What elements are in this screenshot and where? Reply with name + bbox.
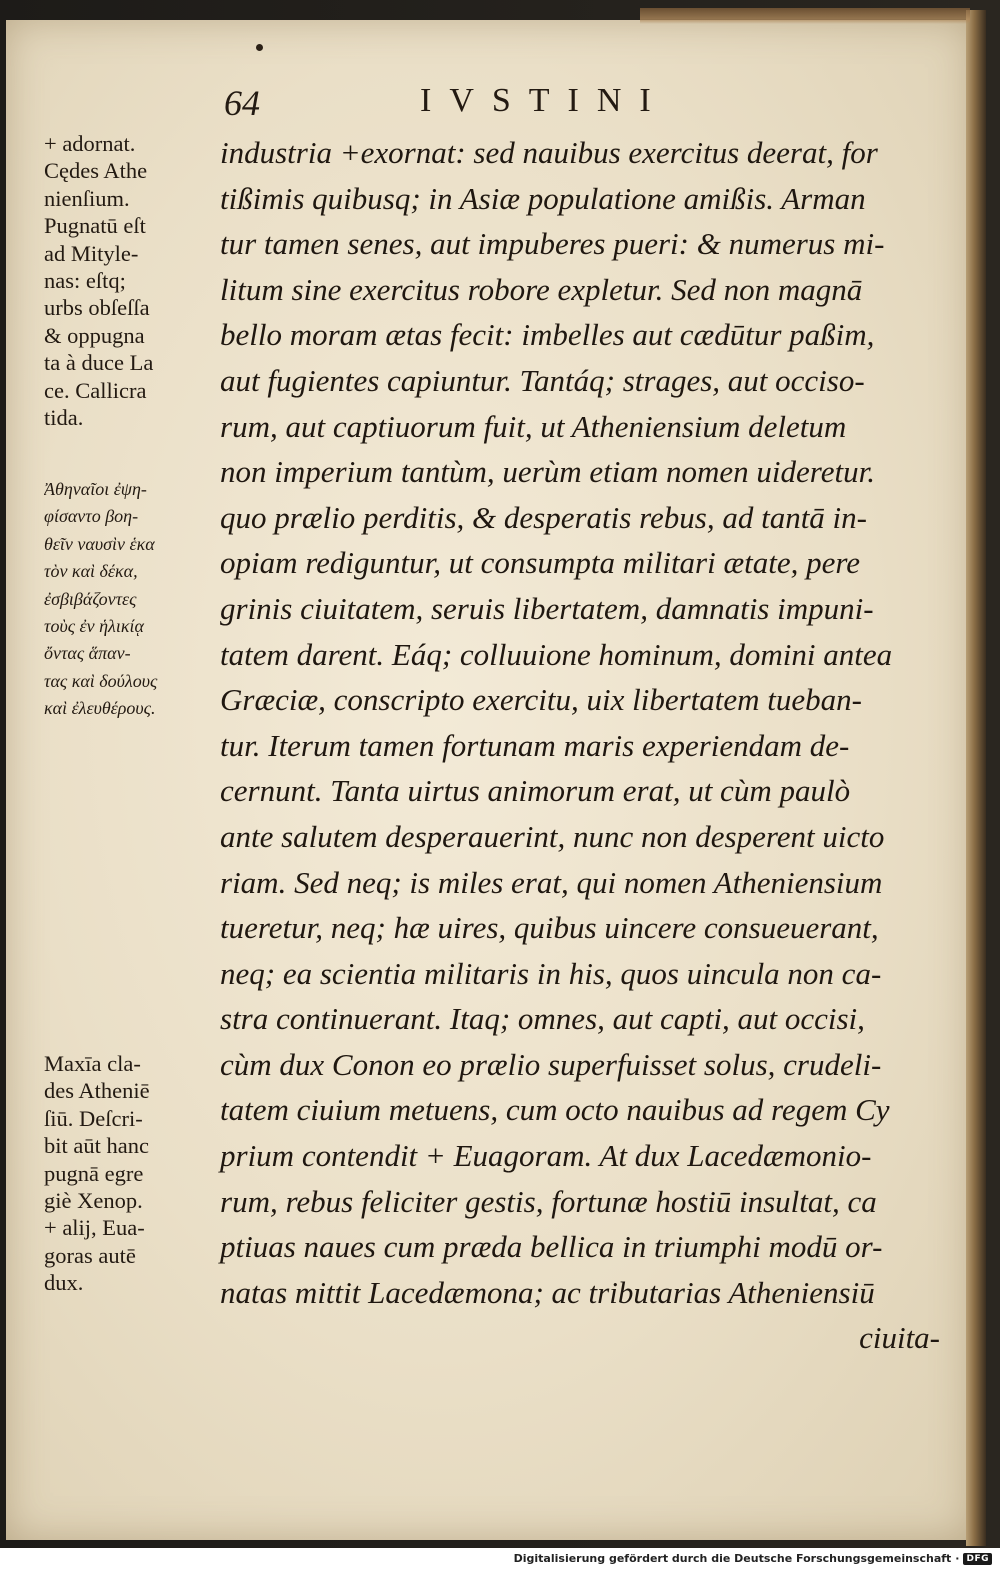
margin-note-line: τας καὶ δούλους bbox=[44, 670, 158, 691]
margin-note-line: + alij, Eua- bbox=[44, 1215, 145, 1241]
credit-text: Digitalisierung gefördert durch die Deutsche Forschungsgemeinschaft bbox=[513, 1552, 952, 1565]
margin-note-line: urbs obſeſſa bbox=[44, 295, 150, 321]
text-line: ptiuas naues cum præda bellica in triumphi modū or- bbox=[220, 1229, 883, 1265]
margin-note-line: καὶ ἐλευθέρους. bbox=[44, 698, 156, 719]
text-line: rum, rebus feliciter gestis, fortunæ hostiū insultat, ca bbox=[220, 1183, 877, 1219]
margin-note-line: tida. bbox=[44, 405, 84, 431]
text-line: opiam rediguntur, ut consumpta militari ætate, pere bbox=[220, 545, 861, 581]
text-line: tur. Iterum tamen fortunam maris experiendam de- bbox=[220, 727, 850, 763]
digitization-credit: Digitalisierung gefördert durch die Deutsche Forschungsgemeinschaft · DFG bbox=[514, 1552, 992, 1565]
text-line: litum sine exercitus robore expletur. Sed non magnā bbox=[220, 271, 863, 307]
text-line: neq; ea scientia militaris in his, quos uincula non ca- bbox=[220, 955, 882, 991]
margin-note-line: pugnā egre bbox=[44, 1160, 144, 1186]
margin-note-maxima-clades bbox=[44, 1050, 212, 1297]
text-line: non imperium tantùm, uerùm etiam nomen uideretur. bbox=[220, 454, 875, 490]
running-head: IVSTINI bbox=[420, 82, 669, 119]
margin-note-line: nienſium. bbox=[44, 185, 130, 211]
text-line: stra continuerant. Itaq; omnes, aut capti, aut occisi, bbox=[220, 1001, 865, 1037]
text-line: riam. Sed neq; is miles erat, qui nomen Atheniensium bbox=[220, 864, 883, 900]
text-line: tißimis quibusq; in Asiæ populatione amißis. Arman bbox=[220, 180, 866, 216]
margin-note-line: + adornat. bbox=[44, 131, 136, 156]
margin-note-line: τὸν καὶ δέκα, bbox=[44, 561, 138, 582]
page-edge bbox=[966, 10, 986, 1546]
margin-note-line: Cędes Athe bbox=[44, 158, 148, 184]
margin-note-greek bbox=[44, 476, 212, 723]
margin-note-line: ad Mityle- bbox=[44, 240, 139, 266]
margin-note-line: dux. bbox=[44, 1270, 84, 1296]
margin-note-line: & oppugna bbox=[44, 322, 145, 348]
margin-note-line: θεῖν ναυσὶν ἑκα bbox=[44, 533, 155, 554]
margin-note-line: giè Xenop. bbox=[44, 1188, 143, 1214]
text-line: tur tamen senes, aut impuberes pueri: & numerus mi- bbox=[220, 226, 885, 262]
margin-note-line: Ἀθηναῖοι ἐψη- bbox=[44, 479, 147, 499]
margin-note-line: ἐσβιβάζοντες bbox=[44, 588, 137, 609]
text-line: ante salutem desperauerint, nunc non desperent uicto bbox=[220, 818, 885, 854]
text-line: cernunt. Tanta uirtus animorum erat, ut cùm paulò bbox=[220, 773, 851, 809]
text-line: industria +exornat: sed nauibus exercitus deerat, for bbox=[220, 135, 878, 170]
printer-dot-mark bbox=[256, 44, 263, 51]
text-line: rum, aut captiuorum fuit, ut Atheniensium deletum bbox=[220, 408, 847, 444]
text-line: cùm dux Conon eo prælio superfuisset solus, crudeli- bbox=[220, 1046, 882, 1082]
text-line: grinis ciuitatem, seruis libertatem, damnatis impuni- bbox=[220, 590, 874, 626]
margin-note-line: ta à duce La bbox=[44, 350, 154, 376]
text-line: tatem darent. Eáq; colluuione hominum, domini antea bbox=[220, 636, 893, 672]
text-line: Græciæ, conscripto exercitu, uix libertatem tueban- bbox=[220, 682, 862, 718]
text-line: tatem ciuium metuens, cum octo nauibus ad regem Cy bbox=[220, 1092, 890, 1128]
margin-note-line: bit aūt hanc bbox=[44, 1133, 149, 1159]
margin-note-cedes bbox=[44, 130, 212, 431]
margin-note-line: ſiū. Deſcri- bbox=[44, 1105, 143, 1131]
margin-note-line: goras autē bbox=[44, 1242, 136, 1268]
margin-note-line: des Atheniē bbox=[44, 1078, 150, 1104]
margin-note-line: φίσαντο βοη- bbox=[44, 506, 139, 527]
margin-note-line: Maxīa cla- bbox=[44, 1051, 141, 1076]
main-text-block bbox=[220, 130, 940, 1361]
page-number: 64 bbox=[224, 83, 260, 123]
text-line: tueretur, neq; hæ uires, quibus uincere consueuerant, bbox=[220, 910, 879, 946]
margin-note-line: nas: eſtq; bbox=[44, 268, 126, 294]
margin-note-line: ὄντας ἅπαν- bbox=[44, 643, 131, 664]
margin-note-line: τοὺς ἐν ἡλικίᾳ bbox=[44, 616, 144, 637]
text-line: prium contendit + Euagoram. At dux Lacedæmonio- bbox=[220, 1138, 872, 1174]
text-line: aut fugientes capiuntur. Tantáq; strages, aut occiso- bbox=[220, 362, 865, 398]
dfg-logo: DFG bbox=[963, 1553, 992, 1565]
margin-note-line: Pugnatū eſt bbox=[44, 213, 146, 239]
margin-note-line: ce. Callicra bbox=[44, 377, 147, 403]
catchword: ciuita- bbox=[859, 1320, 940, 1356]
text-line: bello moram ætas fecit: imbelles aut cædūtur paßim, bbox=[220, 317, 875, 353]
text-line: natas mittit Lacedæmona; ac tributarias Atheniensiū bbox=[220, 1274, 875, 1310]
text-line: quo prælio perditis, & desperatis rebus, ad tantā in- bbox=[220, 499, 867, 535]
page-top-stain bbox=[640, 8, 970, 24]
